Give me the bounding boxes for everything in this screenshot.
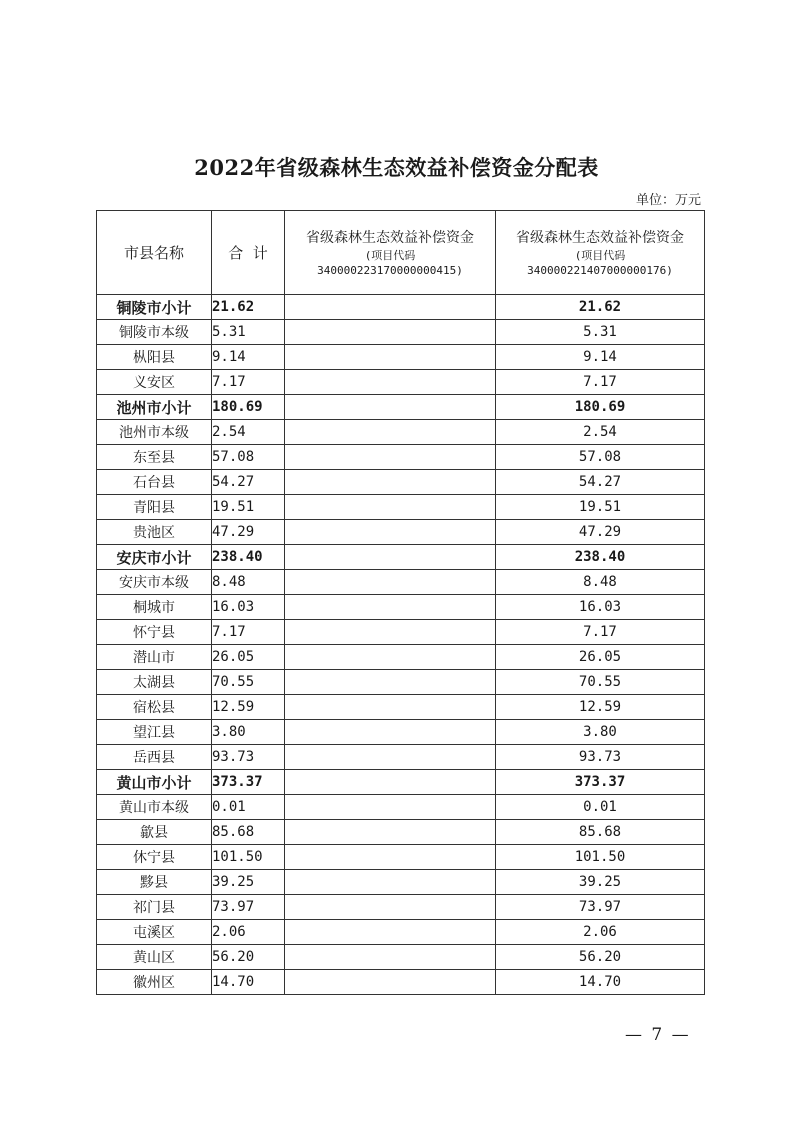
fund-2-cell: 238.40 [496,545,705,570]
region-name-cell: 桐城市 [97,595,212,620]
table-row [97,920,705,945]
table-row [97,720,705,745]
total-cell: 238.40 [212,545,285,570]
region-name-cell: 安庆市小计 [97,545,212,570]
region-name-cell: 望江县 [97,720,212,745]
table-row [97,945,705,970]
region-name-cell: 枞阳县 [97,345,212,370]
table-row [97,570,705,595]
fund-1-cell [285,395,496,420]
region-name-cell: 池州市小计 [97,395,212,420]
total-cell: 54.27 [212,470,285,495]
region-name-cell: 东至县 [97,445,212,470]
region-name-cell: 铜陵市本级 [97,320,212,345]
fund-1-cell [285,495,496,520]
fund-1-cell [285,295,496,320]
fund-2-cell: 2.54 [496,420,705,445]
fund-2-cell: 2.06 [496,920,705,945]
total-cell: 26.05 [212,645,285,670]
table-row [97,595,705,620]
header-region-name: 市县名称 [97,211,212,295]
fund-2-cell: 93.73 [496,745,705,770]
region-name-cell: 太湖县 [97,670,212,695]
table-row [97,420,705,445]
fund-2-cell: 21.62 [496,295,705,320]
allocation-table [96,210,705,995]
header-fund-1-name: 省级森林生态效益补偿资金 [306,229,474,246]
fund-1-cell [285,345,496,370]
fund-1-cell [285,620,496,645]
header-fund-2-code: 340000221407000000176) [527,263,673,277]
fund-2-cell: 9.14 [496,345,705,370]
header-fund-2-name: 省级森林生态效益补偿资金 [516,229,684,246]
fund-1-cell [285,520,496,545]
total-cell: 21.62 [212,295,285,320]
table-row [97,370,705,395]
subtotal-row [97,770,705,795]
total-cell: 70.55 [212,670,285,695]
fund-1-cell [285,770,496,795]
region-name-cell: 屯溪区 [97,920,212,945]
region-name-cell: 潜山市 [97,645,212,670]
fund-1-cell [285,445,496,470]
fund-1-cell [285,745,496,770]
total-cell: 3.80 [212,720,285,745]
fund-1-cell [285,670,496,695]
total-cell: 101.50 [212,845,285,870]
header-fund-1 [285,211,496,295]
fund-2-cell: 54.27 [496,470,705,495]
region-name-cell: 黟县 [97,870,212,895]
fund-1-cell [285,895,496,920]
table-body [97,295,705,995]
region-name-cell: 祁门县 [97,895,212,920]
unit-label: 单位：万元 [635,193,701,208]
table-row [97,520,705,545]
total-cell: 14.70 [212,970,285,995]
fund-1-cell [285,645,496,670]
total-cell: 16.03 [212,595,285,620]
region-name-cell: 休宁县 [97,845,212,870]
fund-1-cell [285,595,496,620]
total-cell: 2.54 [212,420,285,445]
total-cell: 180.69 [212,395,285,420]
table-row [97,845,705,870]
region-name-cell: 黄山区 [97,945,212,970]
table-row [97,620,705,645]
total-cell: 2.06 [212,920,285,945]
total-cell: 9.14 [212,345,285,370]
fund-2-cell: 373.37 [496,770,705,795]
fund-1-cell [285,795,496,820]
header-fund-1-code: 340000223170000000415) [317,263,463,277]
fund-2-cell: 26.05 [496,645,705,670]
fund-2-cell: 8.48 [496,570,705,595]
fund-2-cell: 57.08 [496,445,705,470]
fund-2-cell: 5.31 [496,320,705,345]
total-cell: 93.73 [212,745,285,770]
fund-2-cell: 7.17 [496,620,705,645]
fund-1-cell [285,870,496,895]
total-cell: 8.48 [212,570,285,595]
table-row [97,445,705,470]
fund-2-cell: 73.97 [496,895,705,920]
fund-2-cell: 70.55 [496,670,705,695]
subtotal-row [97,545,705,570]
fund-2-cell: 101.50 [496,845,705,870]
region-name-cell: 歙县 [97,820,212,845]
fund-1-cell [285,545,496,570]
fund-1-cell [285,720,496,745]
table-row [97,970,705,995]
fund-1-cell [285,970,496,995]
table-row [97,495,705,520]
region-name-cell: 义安区 [97,370,212,395]
region-name-cell: 贵池区 [97,520,212,545]
region-name-cell: 岳西县 [97,745,212,770]
fund-2-cell: 12.59 [496,695,705,720]
region-name-cell: 池州市本级 [97,420,212,445]
table-row [97,695,705,720]
region-name-cell: 黄山市本级 [97,795,212,820]
total-cell: 373.37 [212,770,285,795]
total-cell: 12.59 [212,695,285,720]
subtotal-row [97,295,705,320]
page-number: — 7 — [625,1025,691,1045]
fund-2-cell: 3.80 [496,720,705,745]
region-name-cell: 宿松县 [97,695,212,720]
table-row [97,670,705,695]
fund-2-cell: 180.69 [496,395,705,420]
fund-1-cell [285,570,496,595]
total-cell: 19.51 [212,495,285,520]
total-cell: 39.25 [212,870,285,895]
table-row [97,345,705,370]
total-cell: 7.17 [212,370,285,395]
fund-2-cell: 39.25 [496,870,705,895]
header-fund-2-code-label: (项目代码 [574,248,626,262]
fund-1-cell [285,920,496,945]
region-name-cell: 铜陵市小计 [97,295,212,320]
fund-1-cell [285,820,496,845]
fund-1-cell [285,945,496,970]
table-row [97,320,705,345]
fund-1-cell [285,695,496,720]
fund-1-cell [285,320,496,345]
total-cell: 85.68 [212,820,285,845]
fund-2-cell: 47.29 [496,520,705,545]
table-row [97,645,705,670]
table-header-row [97,211,705,295]
table-row [97,820,705,845]
total-cell: 0.01 [212,795,285,820]
table-row [97,895,705,920]
region-name-cell: 石台县 [97,470,212,495]
fund-1-cell [285,370,496,395]
table-row [97,870,705,895]
total-cell: 5.31 [212,320,285,345]
region-name-cell: 黄山市小计 [97,770,212,795]
fund-2-cell: 16.03 [496,595,705,620]
table-row [97,795,705,820]
total-cell: 57.08 [212,445,285,470]
region-name-cell: 安庆市本级 [97,570,212,595]
fund-1-cell [285,845,496,870]
header-fund-2 [496,211,705,295]
region-name-cell: 怀宁县 [97,620,212,645]
total-cell: 7.17 [212,620,285,645]
total-cell: 56.20 [212,945,285,970]
fund-1-cell [285,420,496,445]
subtotal-row [97,395,705,420]
fund-1-cell [285,470,496,495]
header-fund-1-code-label: (项目代码 [364,248,416,262]
fund-2-cell: 14.70 [496,970,705,995]
fund-2-cell: 56.20 [496,945,705,970]
total-cell: 47.29 [212,520,285,545]
total-cell: 73.97 [212,895,285,920]
fund-2-cell: 7.17 [496,370,705,395]
fund-2-cell: 19.51 [496,495,705,520]
table-row [97,470,705,495]
fund-2-cell: 0.01 [496,795,705,820]
region-name-cell: 青阳县 [97,495,212,520]
region-name-cell: 徽州区 [97,970,212,995]
table-row [97,745,705,770]
header-total: 合 计 [212,211,285,295]
fund-2-cell: 85.68 [496,820,705,845]
document-title: 2022年省级森林生态效益补偿资金分配表 [194,155,599,180]
